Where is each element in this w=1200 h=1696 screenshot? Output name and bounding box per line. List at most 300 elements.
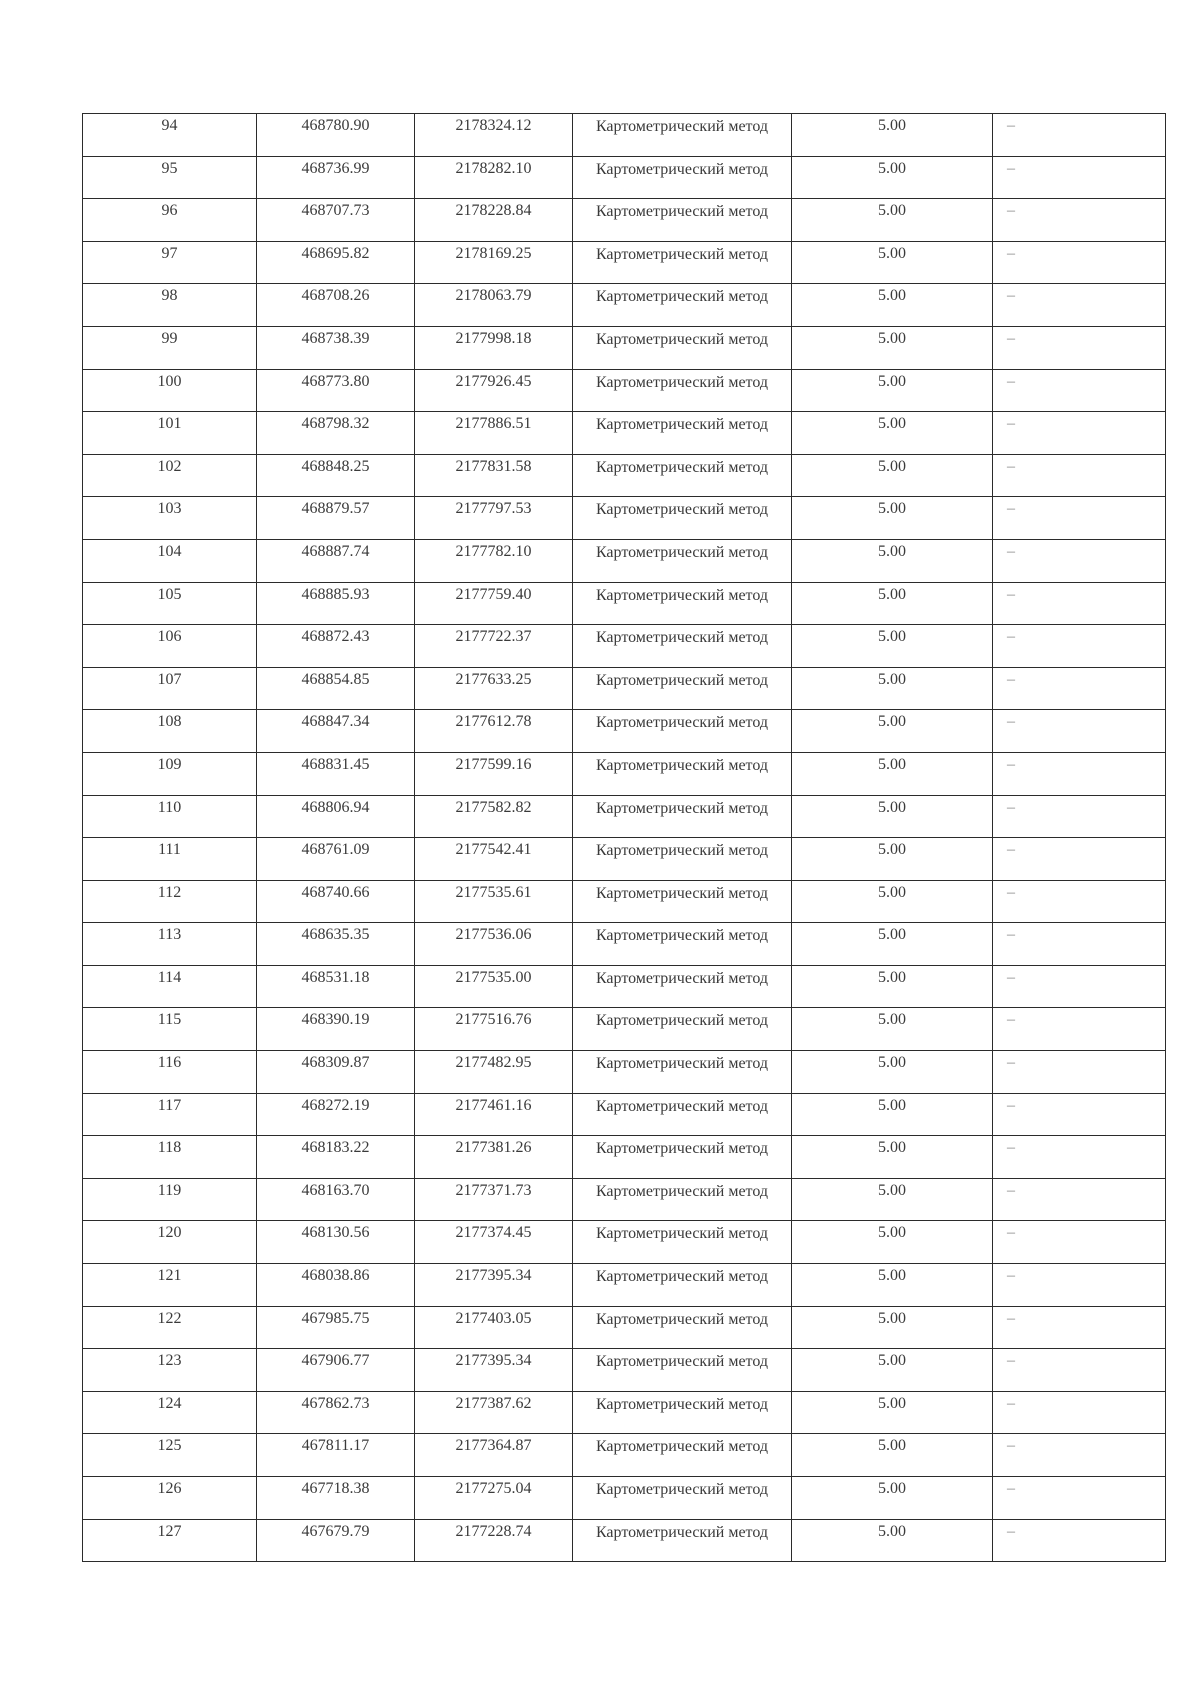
accuracy-value: 5.00 — [878, 968, 906, 986]
y-coordinate-cell — [415, 1349, 573, 1392]
x-coordinate-cell — [257, 1349, 415, 1392]
y-value: 2177482.95 — [455, 1054, 532, 1072]
table-row — [83, 1477, 1166, 1520]
note-value: – — [1007, 670, 1015, 688]
method-cell — [573, 795, 792, 838]
method-cell — [573, 1136, 792, 1179]
y-value: 2177461.16 — [455, 1096, 532, 1114]
x-value: 468806.94 — [301, 798, 370, 816]
coordinates-table — [82, 113, 1166, 1562]
point-number-cell — [83, 1008, 257, 1051]
x-coordinate-cell — [257, 199, 415, 242]
x-value: 468887.74 — [301, 542, 370, 560]
n-value: 117 — [157, 1096, 182, 1114]
table-row — [83, 710, 1166, 753]
table-row — [83, 1178, 1166, 1221]
y-coordinate-cell — [415, 284, 573, 327]
method-cell — [573, 1391, 792, 1434]
x-value: 468707.73 — [301, 202, 370, 220]
x-coordinate-cell — [257, 1093, 415, 1136]
method-cell — [573, 965, 792, 1008]
x-coordinate-cell — [257, 369, 415, 412]
note-cell — [993, 752, 1166, 795]
x-value: 468738.39 — [301, 329, 370, 347]
y-value: 2177722.37 — [455, 628, 532, 646]
accuracy-value: 5.00 — [878, 1054, 906, 1072]
method-cell — [573, 1051, 792, 1094]
method-value: Картометрический метод — [595, 543, 769, 561]
accuracy-value: 5.00 — [878, 841, 906, 859]
accuracy-cell — [792, 1306, 993, 1349]
note-value: – — [1007, 1437, 1015, 1455]
y-coordinate-cell — [415, 241, 573, 284]
accuracy-cell — [792, 1093, 993, 1136]
method-cell — [573, 1519, 792, 1562]
accuracy-value: 5.00 — [878, 926, 906, 944]
note-cell — [993, 625, 1166, 668]
accuracy-value: 5.00 — [878, 883, 906, 901]
method-value: Картометрический метод — [595, 927, 769, 945]
point-number-cell — [83, 1051, 257, 1094]
y-value: 2177536.06 — [455, 926, 532, 944]
method-cell — [573, 838, 792, 881]
y-coordinate-cell — [415, 199, 573, 242]
accuracy-value: 5.00 — [878, 798, 906, 816]
method-value: Картометрический метод — [595, 1012, 769, 1030]
y-coordinate-cell — [415, 326, 573, 369]
method-value: Картометрический метод — [595, 671, 769, 689]
point-number-cell — [83, 1434, 257, 1477]
y-value: 2177542.41 — [455, 841, 532, 859]
n-value: 111 — [158, 841, 181, 859]
note-cell — [993, 326, 1166, 369]
x-coordinate-cell — [257, 838, 415, 881]
method-cell — [573, 241, 792, 284]
y-value: 2177403.05 — [455, 1309, 532, 1327]
note-cell — [993, 114, 1166, 157]
method-cell — [573, 284, 792, 327]
accuracy-cell — [792, 1008, 993, 1051]
accuracy-value: 5.00 — [878, 329, 906, 347]
accuracy-value: 5.00 — [878, 500, 906, 518]
x-value: 468038.86 — [301, 1267, 370, 1285]
accuracy-cell — [792, 156, 993, 199]
x-value: 468847.34 — [301, 713, 370, 731]
y-value: 2177535.00 — [455, 968, 532, 986]
y-value: 2177759.40 — [455, 585, 532, 603]
accuracy-cell — [792, 1391, 993, 1434]
table-row — [83, 326, 1166, 369]
method-value: Картометрический метод — [595, 629, 769, 647]
x-coordinate-cell — [257, 412, 415, 455]
y-coordinate-cell — [415, 667, 573, 710]
x-coordinate-cell — [257, 284, 415, 327]
note-value: – — [1007, 457, 1015, 475]
note-value: – — [1007, 1224, 1015, 1242]
note-value: – — [1007, 713, 1015, 731]
x-value: 467679.79 — [301, 1522, 370, 1540]
point-number-cell — [83, 114, 257, 157]
point-number-cell — [83, 1349, 257, 1392]
note-cell — [993, 454, 1166, 497]
method-cell — [573, 880, 792, 923]
x-value: 468848.25 — [301, 457, 370, 475]
table-row — [83, 1349, 1166, 1392]
y-coordinate-cell — [415, 1051, 573, 1094]
coordinates-table-body — [83, 114, 1166, 1562]
y-coordinate-cell — [415, 1136, 573, 1179]
y-coordinate-cell — [415, 1477, 573, 1520]
accuracy-value: 5.00 — [878, 244, 906, 262]
table-row — [83, 923, 1166, 966]
method-cell — [573, 752, 792, 795]
method-value: Картометрический метод — [595, 969, 769, 987]
table-row — [83, 880, 1166, 923]
y-value: 2177364.87 — [455, 1437, 532, 1455]
accuracy-value: 5.00 — [878, 117, 906, 134]
y-value: 2177228.74 — [455, 1522, 532, 1540]
point-number-cell — [83, 241, 257, 284]
x-value: 468531.18 — [301, 968, 370, 986]
x-value: 468635.35 — [301, 926, 370, 944]
table-row — [83, 199, 1166, 242]
n-value: 127 — [157, 1522, 182, 1540]
x-value: 467985.75 — [301, 1309, 370, 1327]
note-cell — [993, 923, 1166, 966]
note-value: – — [1007, 415, 1015, 433]
x-coordinate-cell — [257, 1434, 415, 1477]
accuracy-cell — [792, 1051, 993, 1094]
x-value: 468272.19 — [301, 1096, 370, 1114]
table-row — [83, 795, 1166, 838]
accuracy-value: 5.00 — [878, 1224, 906, 1242]
note-value: – — [1007, 755, 1015, 773]
x-coordinate-cell — [257, 965, 415, 1008]
point-number-cell — [83, 284, 257, 327]
note-cell — [993, 156, 1166, 199]
accuracy-value: 5.00 — [878, 1480, 906, 1497]
method-cell — [573, 1221, 792, 1264]
n-value: 125 — [157, 1437, 182, 1455]
n-value: 118 — [157, 1139, 182, 1157]
y-coordinate-cell — [415, 752, 573, 795]
accuracy-value: 5.00 — [878, 1139, 906, 1157]
n-value: 124 — [157, 1394, 182, 1412]
x-coordinate-cell — [257, 795, 415, 838]
x-coordinate-cell — [257, 667, 415, 710]
table-row — [83, 539, 1166, 582]
note-value: – — [1007, 1139, 1015, 1157]
accuracy-cell — [792, 752, 993, 795]
accuracy-cell — [792, 625, 993, 668]
accuracy-value: 5.00 — [878, 1352, 906, 1370]
n-value: 106 — [157, 628, 182, 646]
x-coordinate-cell — [257, 114, 415, 157]
n-value: 110 — [157, 798, 182, 816]
method-value: Картометрический метод — [595, 1140, 769, 1158]
note-value: – — [1007, 1309, 1015, 1327]
method-value: Картометрический метод — [595, 118, 769, 135]
accuracy-cell — [792, 1136, 993, 1179]
point-number-cell — [83, 1136, 257, 1179]
note-value: – — [1007, 968, 1015, 986]
x-coordinate-cell — [257, 1051, 415, 1094]
table-row — [83, 241, 1166, 284]
accuracy-value: 5.00 — [878, 628, 906, 646]
x-coordinate-cell — [257, 880, 415, 923]
note-value: – — [1007, 500, 1015, 518]
n-value: 109 — [157, 755, 182, 773]
y-value: 2177387.62 — [455, 1394, 532, 1412]
note-value: – — [1007, 329, 1015, 347]
y-value: 2178228.84 — [455, 202, 532, 220]
accuracy-value: 5.00 — [878, 585, 906, 603]
accuracy-cell — [792, 369, 993, 412]
note-cell — [993, 539, 1166, 582]
note-value: – — [1007, 372, 1015, 390]
y-coordinate-cell — [415, 156, 573, 199]
accuracy-value: 5.00 — [878, 755, 906, 773]
y-coordinate-cell — [415, 114, 573, 157]
accuracy-cell — [792, 539, 993, 582]
note-cell — [993, 582, 1166, 625]
x-value: 468872.43 — [301, 628, 370, 646]
table-row — [83, 284, 1166, 327]
method-value: Картометрический метод — [595, 160, 769, 178]
n-value: 113 — [157, 926, 182, 944]
y-value: 2177926.45 — [455, 372, 532, 390]
y-value: 2178282.10 — [455, 159, 532, 177]
method-value: Картометрический метод — [595, 586, 769, 604]
table-row — [83, 412, 1166, 455]
point-number-cell — [83, 625, 257, 668]
n-value: 126 — [157, 1480, 182, 1497]
n-value: 116 — [157, 1054, 182, 1072]
point-number-cell — [83, 454, 257, 497]
method-cell — [573, 1349, 792, 1392]
method-cell — [573, 1434, 792, 1477]
method-value: Картометрический метод — [595, 501, 769, 519]
x-value: 468163.70 — [301, 1181, 370, 1199]
table-row — [83, 1221, 1166, 1264]
note-cell — [993, 241, 1166, 284]
x-value: 468854.85 — [301, 670, 370, 688]
x-coordinate-cell — [257, 1477, 415, 1520]
point-number-cell — [83, 710, 257, 753]
x-value: 467811.17 — [301, 1437, 370, 1455]
note-cell — [993, 880, 1166, 923]
method-cell — [573, 1178, 792, 1221]
accuracy-cell — [792, 284, 993, 327]
method-value: Картометрический метод — [595, 416, 769, 434]
x-value: 467862.73 — [301, 1394, 370, 1412]
accuracy-cell — [792, 1178, 993, 1221]
x-coordinate-cell — [257, 326, 415, 369]
accuracy-value: 5.00 — [878, 1437, 906, 1455]
y-value: 2177275.04 — [455, 1480, 532, 1497]
table-row — [83, 965, 1166, 1008]
accuracy-value: 5.00 — [878, 1011, 906, 1029]
note-value: – — [1007, 1394, 1015, 1412]
n-value: 112 — [157, 883, 182, 901]
n-value: 100 — [157, 372, 182, 390]
method-cell — [573, 497, 792, 540]
method-value: Картометрический метод — [595, 884, 769, 902]
point-number-cell — [83, 199, 257, 242]
accuracy-value: 5.00 — [878, 372, 906, 390]
note-cell — [993, 369, 1166, 412]
table-row — [83, 582, 1166, 625]
note-cell — [993, 1306, 1166, 1349]
point-number-cell — [83, 1178, 257, 1221]
point-number-cell — [83, 1391, 257, 1434]
note-value: – — [1007, 841, 1015, 859]
y-value: 2177797.53 — [455, 500, 532, 518]
method-cell — [573, 326, 792, 369]
note-value: – — [1007, 1522, 1015, 1540]
method-value: Картометрический метод — [595, 1523, 769, 1541]
accuracy-value: 5.00 — [878, 1096, 906, 1114]
method-value: Картометрический метод — [595, 756, 769, 774]
x-value: 468695.82 — [301, 244, 370, 262]
method-value: Картометрический метод — [595, 1353, 769, 1371]
accuracy-value: 5.00 — [878, 670, 906, 688]
y-value: 2177516.76 — [455, 1011, 532, 1029]
accuracy-cell — [792, 838, 993, 881]
y-value: 2177831.58 — [455, 457, 532, 475]
note-cell — [993, 838, 1166, 881]
note-value: – — [1007, 159, 1015, 177]
y-coordinate-cell — [415, 369, 573, 412]
note-value: – — [1007, 1480, 1015, 1497]
y-coordinate-cell — [415, 965, 573, 1008]
method-value: Картометрический метод — [595, 799, 769, 817]
note-cell — [993, 1221, 1166, 1264]
table-row — [83, 1306, 1166, 1349]
y-coordinate-cell — [415, 412, 573, 455]
y-value: 2178169.25 — [455, 244, 532, 262]
y-coordinate-cell — [415, 1434, 573, 1477]
accuracy-value: 5.00 — [878, 1267, 906, 1285]
n-value: 123 — [157, 1352, 182, 1370]
n-value: 105 — [157, 585, 182, 603]
note-cell — [993, 1264, 1166, 1307]
accuracy-cell — [792, 114, 993, 157]
y-coordinate-cell — [415, 710, 573, 753]
y-coordinate-cell — [415, 582, 573, 625]
note-cell — [993, 284, 1166, 327]
n-value: 108 — [157, 713, 182, 731]
x-coordinate-cell — [257, 156, 415, 199]
accuracy-value: 5.00 — [878, 1181, 906, 1199]
n-value: 107 — [157, 670, 182, 688]
note-cell — [993, 1477, 1166, 1520]
table-row — [83, 1008, 1166, 1051]
accuracy-cell — [792, 497, 993, 540]
x-coordinate-cell — [257, 539, 415, 582]
table-row — [83, 1264, 1166, 1307]
method-cell — [573, 1008, 792, 1051]
method-cell — [573, 199, 792, 242]
x-coordinate-cell — [257, 582, 415, 625]
y-coordinate-cell — [415, 1221, 573, 1264]
point-number-cell — [83, 1519, 257, 1562]
note-cell — [993, 1136, 1166, 1179]
table-row — [83, 1391, 1166, 1434]
accuracy-value: 5.00 — [878, 457, 906, 475]
point-number-cell — [83, 156, 257, 199]
x-value: 468708.26 — [301, 287, 370, 305]
method-value: Картометрический метод — [595, 288, 769, 306]
point-number-cell — [83, 752, 257, 795]
method-cell — [573, 1306, 792, 1349]
x-coordinate-cell — [257, 1264, 415, 1307]
x-value: 468740.66 — [301, 883, 370, 901]
method-value: Картометрический метод — [595, 1182, 769, 1200]
accuracy-cell — [792, 412, 993, 455]
point-number-cell — [83, 1264, 257, 1307]
table-row — [83, 1136, 1166, 1179]
x-coordinate-cell — [257, 923, 415, 966]
method-cell — [573, 1093, 792, 1136]
method-value: Картометрический метод — [595, 1481, 769, 1498]
y-value: 2177395.34 — [455, 1352, 532, 1370]
table-row — [83, 752, 1166, 795]
accuracy-value: 5.00 — [878, 287, 906, 305]
y-value: 2178063.79 — [455, 287, 532, 305]
y-coordinate-cell — [415, 1306, 573, 1349]
y-coordinate-cell — [415, 923, 573, 966]
accuracy-value: 5.00 — [878, 1394, 906, 1412]
y-value: 2177612.78 — [455, 713, 532, 731]
x-value: 467906.77 — [301, 1352, 370, 1370]
n-value: 96 — [161, 202, 178, 220]
x-coordinate-cell — [257, 710, 415, 753]
accuracy-cell — [792, 1349, 993, 1392]
accuracy-cell — [792, 1519, 993, 1562]
accuracy-cell — [792, 710, 993, 753]
method-cell — [573, 923, 792, 966]
method-cell — [573, 625, 792, 668]
n-value: 102 — [157, 457, 182, 475]
accuracy-cell — [792, 1264, 993, 1307]
point-number-cell — [83, 412, 257, 455]
method-value: Картометрический метод — [595, 1225, 769, 1243]
note-value: – — [1007, 117, 1015, 134]
y-value: 2177371.73 — [455, 1181, 532, 1199]
method-cell — [573, 539, 792, 582]
y-coordinate-cell — [415, 454, 573, 497]
n-value: 121 — [157, 1267, 182, 1285]
y-value: 2177998.18 — [455, 329, 532, 347]
method-value: Картометрический метод — [595, 714, 769, 732]
note-cell — [993, 199, 1166, 242]
y-value: 2178324.12 — [455, 117, 532, 134]
x-value: 468879.57 — [301, 500, 370, 518]
method-value: Картометрический метод — [595, 1310, 769, 1328]
n-value: 97 — [161, 244, 178, 262]
table-row — [83, 1051, 1166, 1094]
n-value: 99 — [161, 329, 178, 347]
note-cell — [993, 1434, 1166, 1477]
accuracy-cell — [792, 1477, 993, 1520]
y-coordinate-cell — [415, 497, 573, 540]
note-cell — [993, 1178, 1166, 1221]
x-coordinate-cell — [257, 1136, 415, 1179]
x-coordinate-cell — [257, 1306, 415, 1349]
note-cell — [993, 1391, 1166, 1434]
method-cell — [573, 412, 792, 455]
